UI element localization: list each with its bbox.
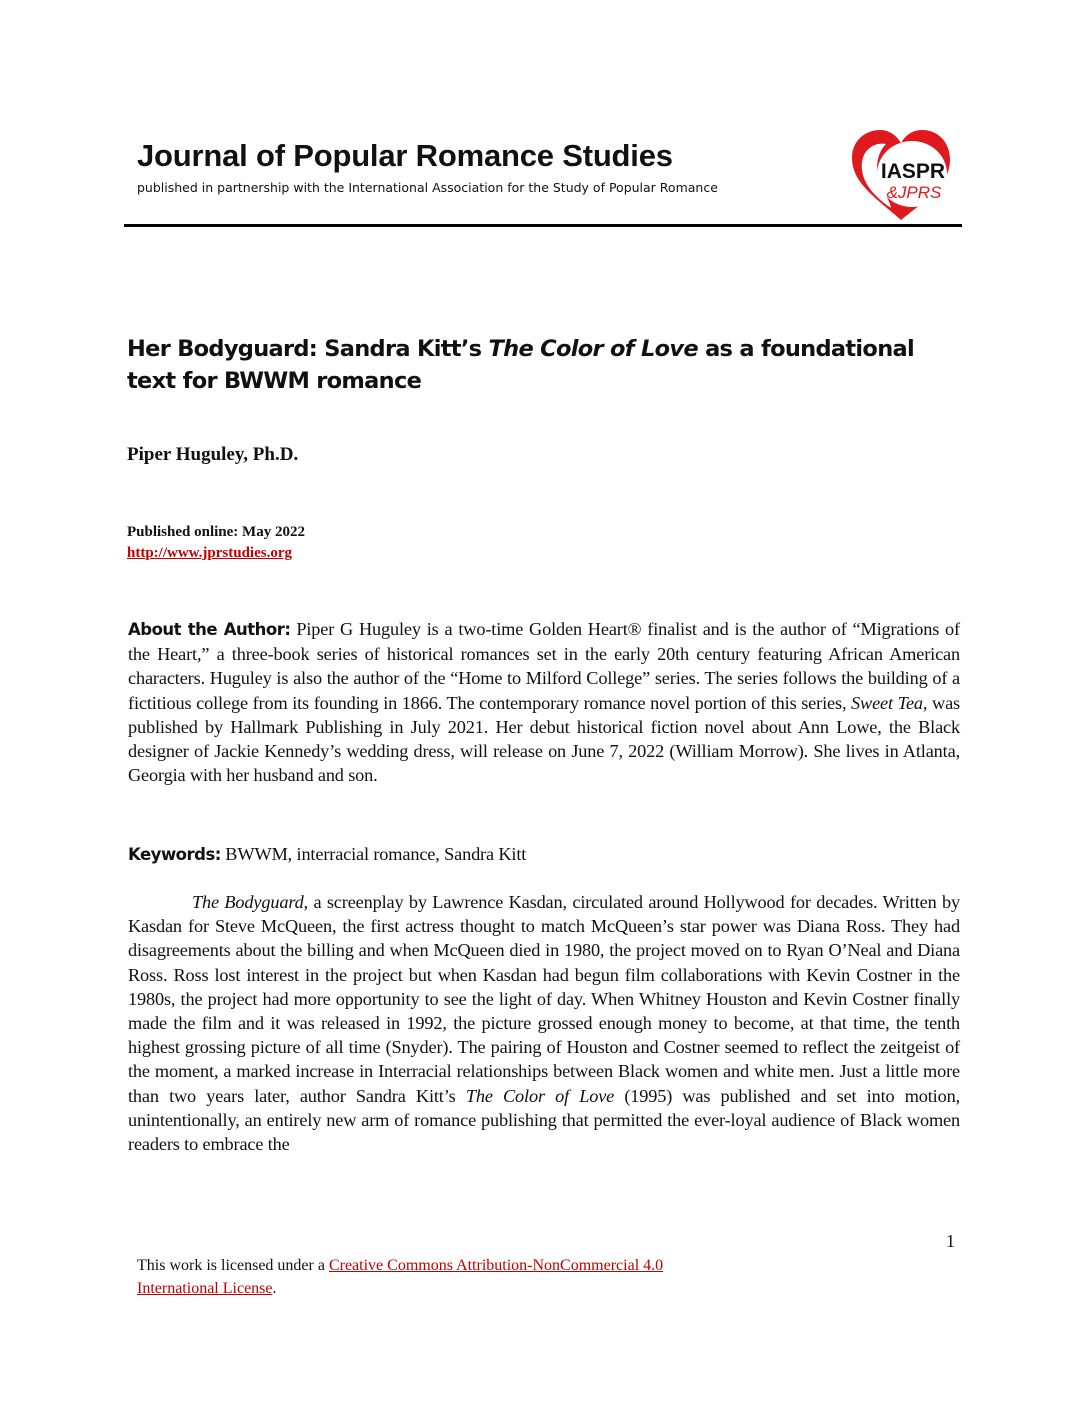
keywords-paragraph <box>128 842 960 867</box>
keywords-text: BWWM, interracial romance, Sandra Kitt <box>220 844 527 864</box>
article-title <box>127 333 967 397</box>
logo-text-jprs: &JPRS <box>886 183 942 202</box>
license-suffix: . <box>272 1280 277 1297</box>
title-italic: The Color of Love <box>488 336 698 362</box>
published-online: Published online: May 2022 <box>127 524 305 540</box>
about-italic: Sweet Tea <box>851 692 923 713</box>
about-author-paragraph <box>128 617 960 787</box>
about-text-2: , was published by Hallmark Publishing in July 2021. Her debut historical fiction novel about Ann Lowe, the Black designer of Jackie Kennedy’s wedding dress, will release on June 7, 2022 (William Morrow). She lives in Atlanta, Georgia with her husband and son. <box>128 692 961 786</box>
body-italic-mid: The Color of Love <box>465 1085 615 1106</box>
body-text-1: , a screenplay by Lawrence Kasdan, circulated around Hollywood for decades. Written by Kasdan for Steve McQueen, the first actress thought to match McQueen’s star power was Diana Ross. They had disagreements about the billing and when McQueen died in 1980, the project moved on to Ryan O’Neal and Diana Ross. Ross lost interest in the project but when Kasdan had begun film collaborations with Kevin Costner in the 1980s, the project had more opportunity to see the light of day. When Whitney Houston and Kevin Costner finally made the film and it was released in 1992, the picture grossed enough money to become, at that time, the tenth highest grossing picture of all time (Snyder). The pairing of Houston and Costner seemed to reflect the zeitgeist of the moment, a marked increase in Interracial relationships between Black women and white men. Just a little more than two years later, author Sandra Kitt’s <box>128 892 960 1106</box>
license-notice <box>137 1254 837 1300</box>
license-prefix: This work is licensed under a <box>137 1257 329 1274</box>
page-number: 1 <box>946 1231 955 1251</box>
body-text-2: (1995) was published and set into motion, unintentionally, an entirely new arm of romance publishing that permitted the ever-loyal audience of Black women readers to embrace the <box>128 1085 961 1155</box>
author-name: Piper Huguley, Ph.D. <box>127 444 299 465</box>
license-link-line2[interactable]: International License <box>137 1280 273 1297</box>
license-link-line1[interactable]: Creative Commons Attribution-NonCommercial 4.0 <box>328 1257 664 1274</box>
journal-subtitle: published in partnership with the International Association for the Study of Popular Romance <box>137 180 718 195</box>
title-part1: Her Bodyguard: Sandra Kitt’s <box>127 336 489 362</box>
about-label: About the Author: <box>128 620 291 639</box>
about-text-1: Piper G Huguley is a two-time Golden Heart® finalist and is the author of “Migrations of the Heart,” a three-book series of historical romances set in the early 20th century featuring African American characters. Huguley is also the author of the “Home to Milford College” series. The series follows the building of a fictitious college from its founding in 1866. The contemporary romance novel portion of this series, <box>128 619 960 713</box>
journal-link[interactable]: http://www.jprstudies.org <box>127 545 293 561</box>
heart-logo-icon <box>846 128 956 223</box>
logo-text-iaspr: IASPR <box>880 160 946 183</box>
body-paragraph <box>128 890 960 1156</box>
journal-title: Journal of Popular Romance Studies <box>137 138 673 173</box>
keywords-label: Keywords: <box>128 845 221 864</box>
header-divider <box>124 224 962 227</box>
body-italic-start: The Bodyguard <box>192 892 304 912</box>
title-part2: as a foundational text for BWWM romance <box>127 336 915 394</box>
